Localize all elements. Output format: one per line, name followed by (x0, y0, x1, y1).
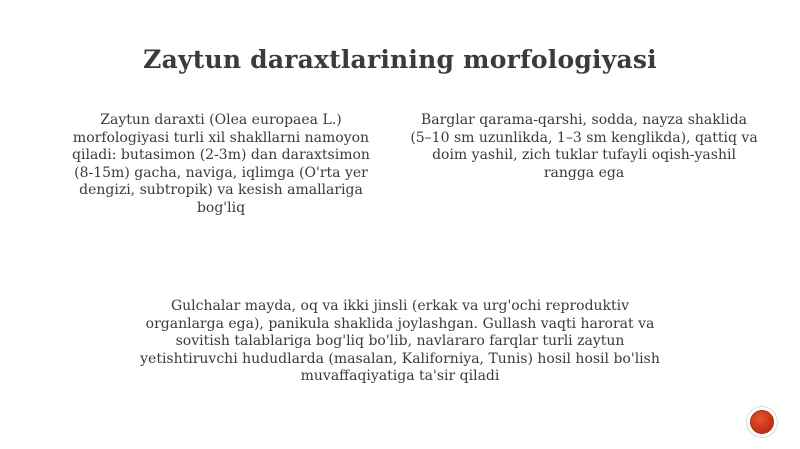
slide-nav-button[interactable] (747, 407, 777, 437)
slide-title: Zaytun daraxtlarining morfologiyasi (143, 44, 657, 74)
morphology-text-block: Zaytun daraxti (Olea europaea L.) morfologiyasi turli xil shakllarni namoyon qiladi: butasimon (2-3m) dan daraxtsimon (8-15m) gacha, naviga, iqlimga (O'rta yer dengizi, subtropik) va kesish amallariga bog'liq (72, 112, 370, 216)
leaves-text-block: Barglar qarama-qarshi, sodda, nayza shaklida (5–10 sm uzunlikda, 1–3 sm kenglikda), qattiq va doim yashil, zich tuklar tufayli oqish-yashil rangga ega (410, 112, 758, 181)
circle-nav-icon (750, 410, 774, 434)
flowers-text-block: Gulchalar mayda, oq va ikki jinsli (erkak va urg'ochi reproduktiv organlarga ega), panikula shaklida joylashgan. Gullash vaqti harorat va sovitish talablariga bog'liq bo'lib, navlararo farqlar turli zaytun yetishtiruvchi hududlarda (masalan, Kaliforniya, Tunis) hosil hosil bo'lish muvaffaqiyatiga ta'sir qiladi (140, 298, 660, 384)
